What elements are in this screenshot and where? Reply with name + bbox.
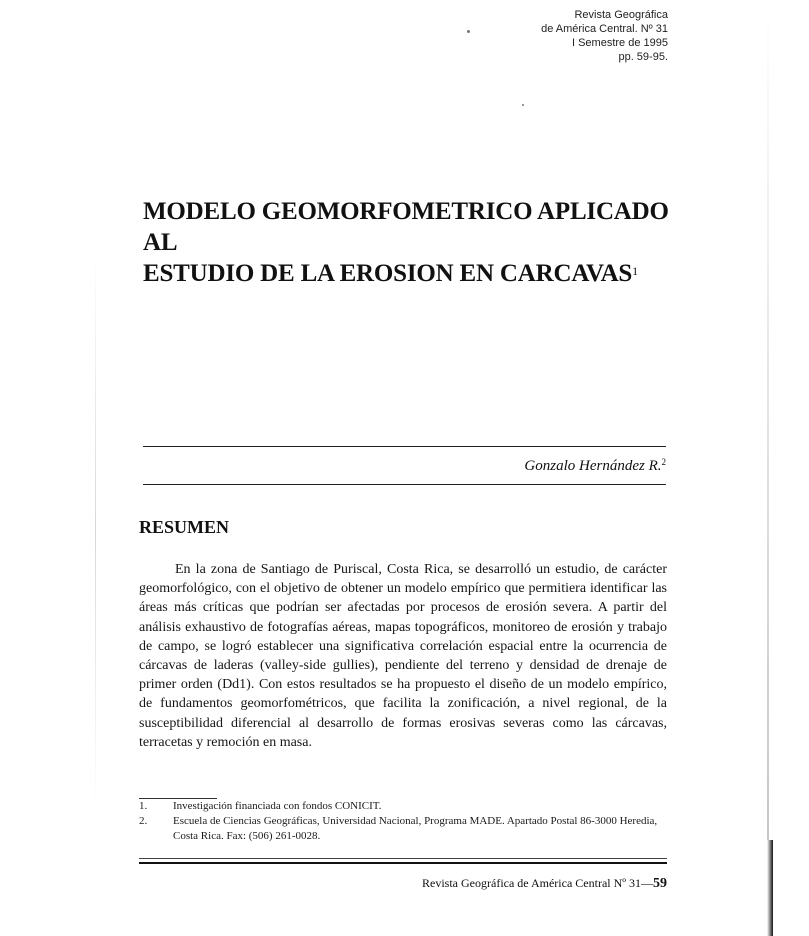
article-title: [143, 196, 703, 289]
author-rule-bottom: [143, 484, 666, 485]
title-line-2: [143, 258, 703, 289]
scan-binding-edge: [767, 840, 773, 936]
journal-header: [541, 8, 668, 64]
footnote-1: [139, 799, 667, 814]
footer-rule-thin: [139, 858, 667, 859]
scan-shadow-left: [95, 250, 96, 810]
journal-issue: de América Central. Nº 31: [541, 23, 668, 35]
footnotes: [139, 799, 667, 844]
journal-semester: I Semestre de 1995: [571, 37, 668, 49]
footnote-text: Escuela de Ciencias Geográficas, Universidad Nacional, Programa MADE. Apartado Postal 86-3000 Heredia, Costa Rica. Fax: (506) 261-0028.: [173, 815, 658, 842]
footnote-2: [139, 814, 667, 844]
scan-shadow-right: [767, 0, 769, 936]
scan-speck: [467, 30, 470, 33]
footer-rule-thick: [139, 862, 667, 864]
title-line-2-text: ESTUDIO DE LA EROSION EN CARCAVAS: [143, 260, 633, 287]
author-name: Gonzalo Hernández R.: [524, 458, 662, 474]
journal-pages: pp. 59-95.: [618, 51, 668, 63]
footer-dash: —: [641, 876, 653, 890]
author-rule-top: [143, 446, 666, 447]
title-footnote-ref[interactable]: 1: [632, 264, 638, 278]
page-footer: [422, 876, 667, 892]
abstract-body: En la zona de Santiago de Puriscal, Costa Rica, se desarrolló un estudio, de carácter geomorfológico, con el objetivo de obtener un modelo empírico que permitiera identificar las áreas más críticas que podrían ser afectadas por procesos de erosión severa. A partir del análisis exhaustivo de fotografías aéreas, mapas topográficos, monitoreo de erosión y trabajo de campo, se logró establecer una significativa correlación espacial entre la ocurrencia de cárcavas de laderas (valley-side gullies), pendiente del terreno y densidad de drenaje de primer orden (Dd1). Con estos resultados se ha propuesto el diseño de un modelo empírico, de fundamentos geomorfométricos, que facilita la zonificación, a nivel regional, de la susceptibilidad diferencial al desarrollo de formas erosivas severas como las cárcavas, terracetas y remoción en masa.: [139, 562, 667, 750]
scan-speck: [522, 104, 524, 106]
title-line-1: MODELO GEOMORFOMETRICO APLICADO AL: [143, 198, 669, 256]
footnote-number: 1.: [139, 800, 148, 812]
footnote-number: 2.: [139, 815, 148, 827]
author-byline: [524, 458, 666, 475]
author-footnote-ref[interactable]: 2: [661, 457, 666, 467]
footnote-text: Investigación financiada con fondos CONICIT.: [173, 800, 382, 812]
journal-name: Revista Geográfica: [574, 9, 668, 21]
page-number: 59: [653, 876, 667, 891]
footer-journal: Revista Geográfica de América Central Nº 31: [422, 876, 641, 890]
abstract-heading: RESUMEN: [139, 517, 230, 537]
